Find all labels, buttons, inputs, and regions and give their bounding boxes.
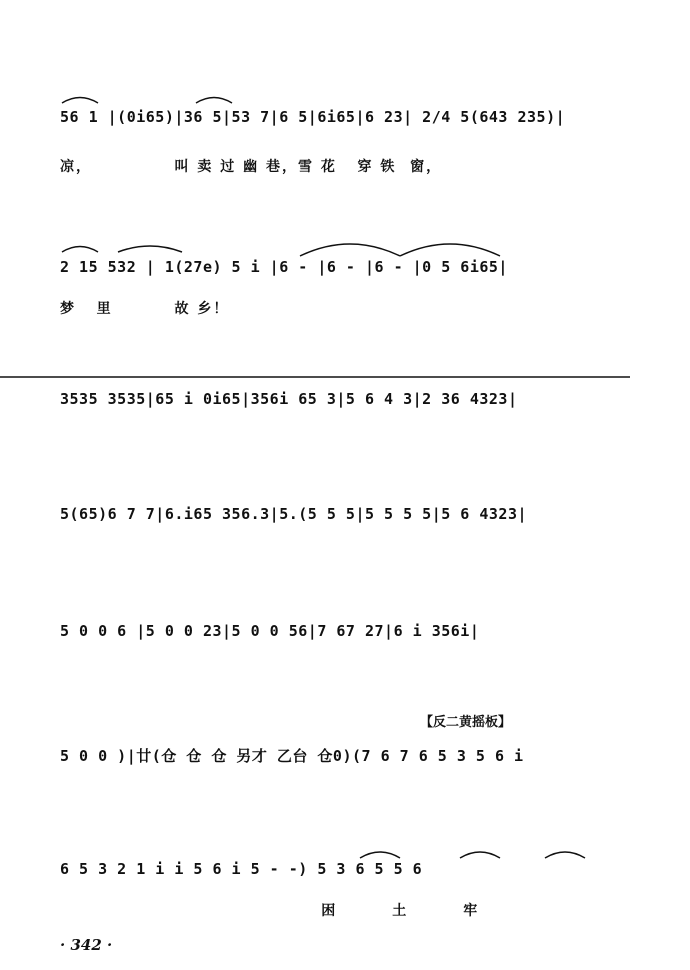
lyrics-line-1: 凉， 叫 卖 过 幽 巷，雪 花 穿 铁 窗， xyxy=(60,159,443,175)
staff-line-3 xyxy=(0,390,690,450)
staff-line-7 xyxy=(0,860,690,920)
notation-line-4: 5(65)6 7 7|6.i65 356.3|5.(5 5 5|5 5 5 5|5 6 4323| xyxy=(60,505,528,523)
staff-line-1 xyxy=(0,108,690,175)
notation-line-3: 3535 3535|65 i 0i65|356i 65 3|5 6 4 3|2 36 4323| xyxy=(60,390,518,408)
notation-line-1: 56 1 |(0i65)|36 5|53 7|6 5|6i65|6 23| 2/4 5(643 235)| xyxy=(60,108,566,126)
staff-line-5 xyxy=(0,622,690,682)
notation-line-6: 5 0 0 )|廿(仓 仓 仓 另才 乙台 仓0)(7 6 7 6 5 3 5 6 i xyxy=(60,747,524,765)
staff-line-4 xyxy=(0,505,690,565)
page-number: · 342 · xyxy=(60,936,113,954)
notation-line-5: 5 0 0 6 |5 0 0 23|5 0 0 56|7 67 27|6 i 356i| xyxy=(60,622,480,640)
staff-line-2 xyxy=(0,258,690,318)
lyrics-line-2: 梦 里 故 乡！ xyxy=(60,301,230,317)
section-header-label: 【反二黄摇板】 xyxy=(420,715,512,730)
notation-line-2: 2 15 532 | 1(27e) 5 i |6 - |6 - |6 - |0 5 6i65| xyxy=(60,258,508,276)
notation-line-7: 6 5 3 2 1 i i 5 6 i 5 - -) 5 3 6 5 5 6 xyxy=(60,860,423,878)
staff-line-6 xyxy=(0,745,690,805)
lyrics-line-7: 困 土 牢 xyxy=(60,903,480,919)
